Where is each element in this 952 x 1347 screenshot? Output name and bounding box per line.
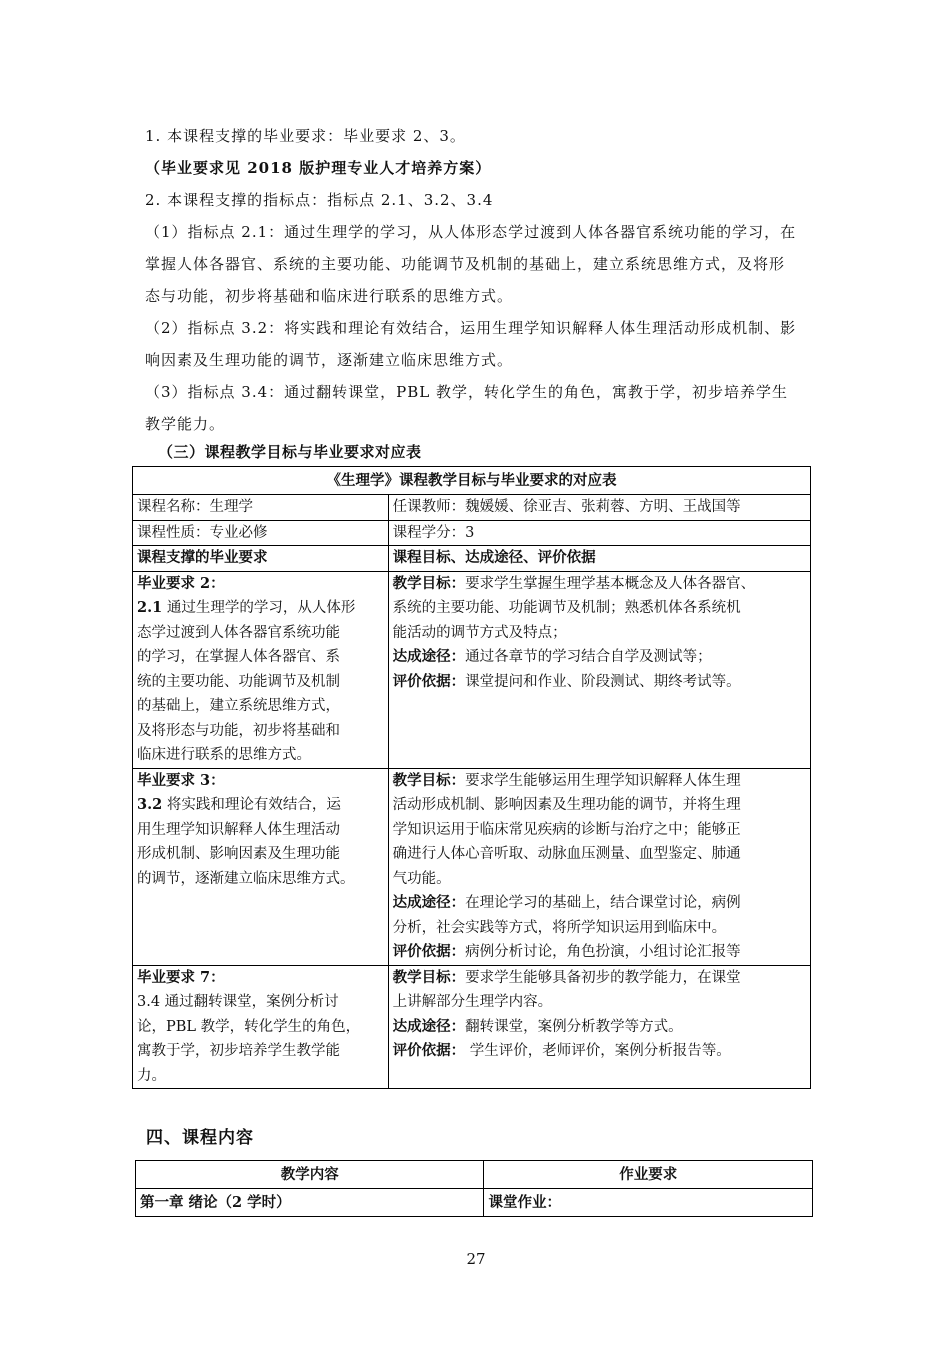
table-row — [133, 571, 811, 768]
requirement-text: 寓教于学，初步培养学生教学能 — [137, 1043, 340, 1059]
goal-text: 系统的主要功能、功能调节及机制；熟悉机体各系统机 — [392, 600, 741, 616]
column-header: 课程目标、达成途径、评价依据 — [388, 546, 810, 572]
intro-line: （1）指标点 2.1：通过生理学的学习，从人体形态学过渡到人体各器官系统功能的学习，在 — [145, 223, 797, 241]
requirement-title: 毕业要求 3： — [137, 771, 225, 789]
goals-cell — [388, 965, 810, 1089]
goal-text: 气功能。 — [392, 870, 451, 887]
goals-mapping-table — [132, 466, 811, 1089]
assignment-cell: 课堂作业： — [484, 1189, 813, 1217]
requirement-text: 统的主要功能、功能调节及机制 — [137, 673, 340, 690]
eval-label: 评价依据： — [392, 672, 466, 690]
teachers-cell: 任课教师：魏媛媛、徐亚吉、张莉蓉、方明、王战国等 — [388, 495, 810, 521]
goal-text: 要求学生掌握生理学基本概念及人体各器官、 — [465, 575, 756, 592]
requirement-text: 临床进行联系的思维方式。 — [137, 747, 311, 763]
intro-line: 响因素及生理功能的调节，逐渐建立临床思维方式。 — [145, 351, 514, 369]
course-name-cell: 课程名称：生理学 — [133, 495, 389, 521]
intro-line: （3）指标点 3.4：通过翻转课堂，PBL 教学，转化学生的角色，寓教于学，初步培养学生 — [145, 383, 789, 401]
course-type-cell: 课程性质：专业必修 — [133, 520, 389, 546]
column-header: 教学内容 — [136, 1161, 484, 1189]
requirement-text: 的调节，逐渐建立临床思维方式。 — [137, 870, 355, 887]
page-number: 27 — [466, 1250, 486, 1268]
eval-label: 评价依据： — [392, 1042, 466, 1059]
eval-label: 评价依据： — [392, 943, 466, 960]
requirement-text: 将实践和理论有效结合，运 — [162, 797, 341, 813]
requirement-text: 论，PBL 教学，转化学生的角色， — [137, 1018, 361, 1035]
requirement-text: 形成机制、影响因素及生理功能 — [137, 846, 340, 862]
goal-label: 教学目标： — [392, 574, 466, 592]
indicator-number: 3.2 — [137, 796, 163, 813]
credits-cell: 课程学分：3 — [388, 520, 810, 546]
column-header: 作业要求 — [484, 1161, 813, 1189]
intro-line: 态与功能，初步将基础和临床进行联系的思维方式。 — [145, 287, 514, 305]
requirement-text: 的基础上，建立系统思维方式， — [137, 698, 340, 714]
section-heading: 四、课程内容 — [146, 1128, 254, 1148]
requirement-text: 的学习，在掌握人体各器官、系 — [137, 649, 340, 665]
goal-text: 确进行人体心音听取、动脉血压测量、血型鉴定、肺通 — [392, 846, 741, 862]
goal-text: 学知识运用于临床常见疾病的诊断与治疗之中；能够正 — [392, 821, 741, 838]
goal-text: 能活动的调节方式及特点； — [392, 624, 567, 641]
path-label: 达成途径： — [392, 1017, 466, 1035]
goal-label: 教学目标： — [392, 771, 466, 789]
requirement-cell — [133, 965, 389, 1089]
goal-text: 要求学生能够运用生理学知识解释人体生理 — [465, 772, 741, 789]
indicator-number: 2.1 — [137, 599, 163, 616]
path-label: 达成途径： — [392, 894, 466, 911]
path-text: 分析，社会实践等方式，将所学知识运用到临床中。 — [392, 919, 727, 936]
table-row — [133, 768, 811, 965]
goals-cell — [388, 768, 810, 965]
requirement-text: 用生理学知识解释人体生理活动 — [137, 821, 340, 838]
eval-text: 课堂提问和作业、阶段测试、期终考试等。 — [465, 673, 741, 690]
path-label: 达成途径： — [392, 648, 466, 665]
requirement-text: 态学过渡到人体各器官系统功能 — [137, 624, 340, 641]
path-text: 在理论学习的基础上，结合课堂讨论，病例 — [465, 895, 741, 911]
intro-line: 掌握人体各器官、系统的主要功能、功能调节及机制的基础上，建立系统思维方式，及将形 — [145, 255, 786, 273]
intro-line: （2）指标点 3.2：将实践和理论有效结合，运用生理学知识解释人体生理活动形成机制、影 — [145, 319, 797, 337]
goals-cell — [388, 571, 810, 768]
table-row — [133, 965, 811, 1089]
intro-line: 2. 本课程支撑的指标点：指标点 2.1、3.2、3.4 — [145, 191, 494, 209]
requirement-cell — [133, 768, 389, 965]
requirement-text: 3.4 通过翻转课堂，案例分析讨 — [137, 994, 339, 1010]
path-text: 翻转课堂，案例分析教学等方式。 — [465, 1018, 683, 1035]
requirement-text: 及将形态与功能，初步将基础和 — [137, 722, 340, 739]
course-content-table — [135, 1160, 813, 1217]
eval-text: 学生评价，老师评价，案例分析报告等。 — [465, 1043, 731, 1059]
requirement-title: 毕业要求 7： — [137, 968, 225, 986]
table-row — [136, 1189, 813, 1217]
intro-line: （毕业要求见 2018 版护理专业人才培养方案） — [145, 159, 492, 177]
path-text: 通过各章节的学习结合自学及测试等； — [465, 649, 712, 665]
goal-label: 教学目标： — [392, 968, 466, 986]
table-caption: 《生理学》课程教学目标与毕业要求的对应表 — [133, 467, 811, 495]
goal-text: 要求学生能够具备初步的教学能力，在课堂 — [465, 969, 741, 986]
column-header: 课程支撑的毕业要求 — [133, 546, 389, 572]
intro-paragraphs — [145, 120, 810, 440]
requirement-text: 力。 — [137, 1067, 166, 1084]
section-title: （三）课程教学目标与毕业要求对应表 — [158, 443, 422, 461]
requirement-cell — [133, 571, 389, 768]
goal-text: 活动形成机制、影响因素及生理功能的调节，并将生理 — [392, 797, 741, 813]
intro-line: 1. 本课程支撑的毕业要求：毕业要求 2、3。 — [145, 127, 466, 145]
content-cell: 第一章 绪论（2 学时） — [136, 1189, 484, 1217]
goal-text: 上讲解部分生理学内容。 — [392, 994, 553, 1010]
requirement-text: 通过生理学的学习，从人体形 — [162, 600, 356, 616]
requirement-title: 毕业要求 2： — [137, 574, 225, 592]
eval-text: 病例分析讨论，角色扮演，小组讨论汇报等 — [465, 944, 741, 960]
intro-line: 教学能力。 — [145, 415, 226, 433]
